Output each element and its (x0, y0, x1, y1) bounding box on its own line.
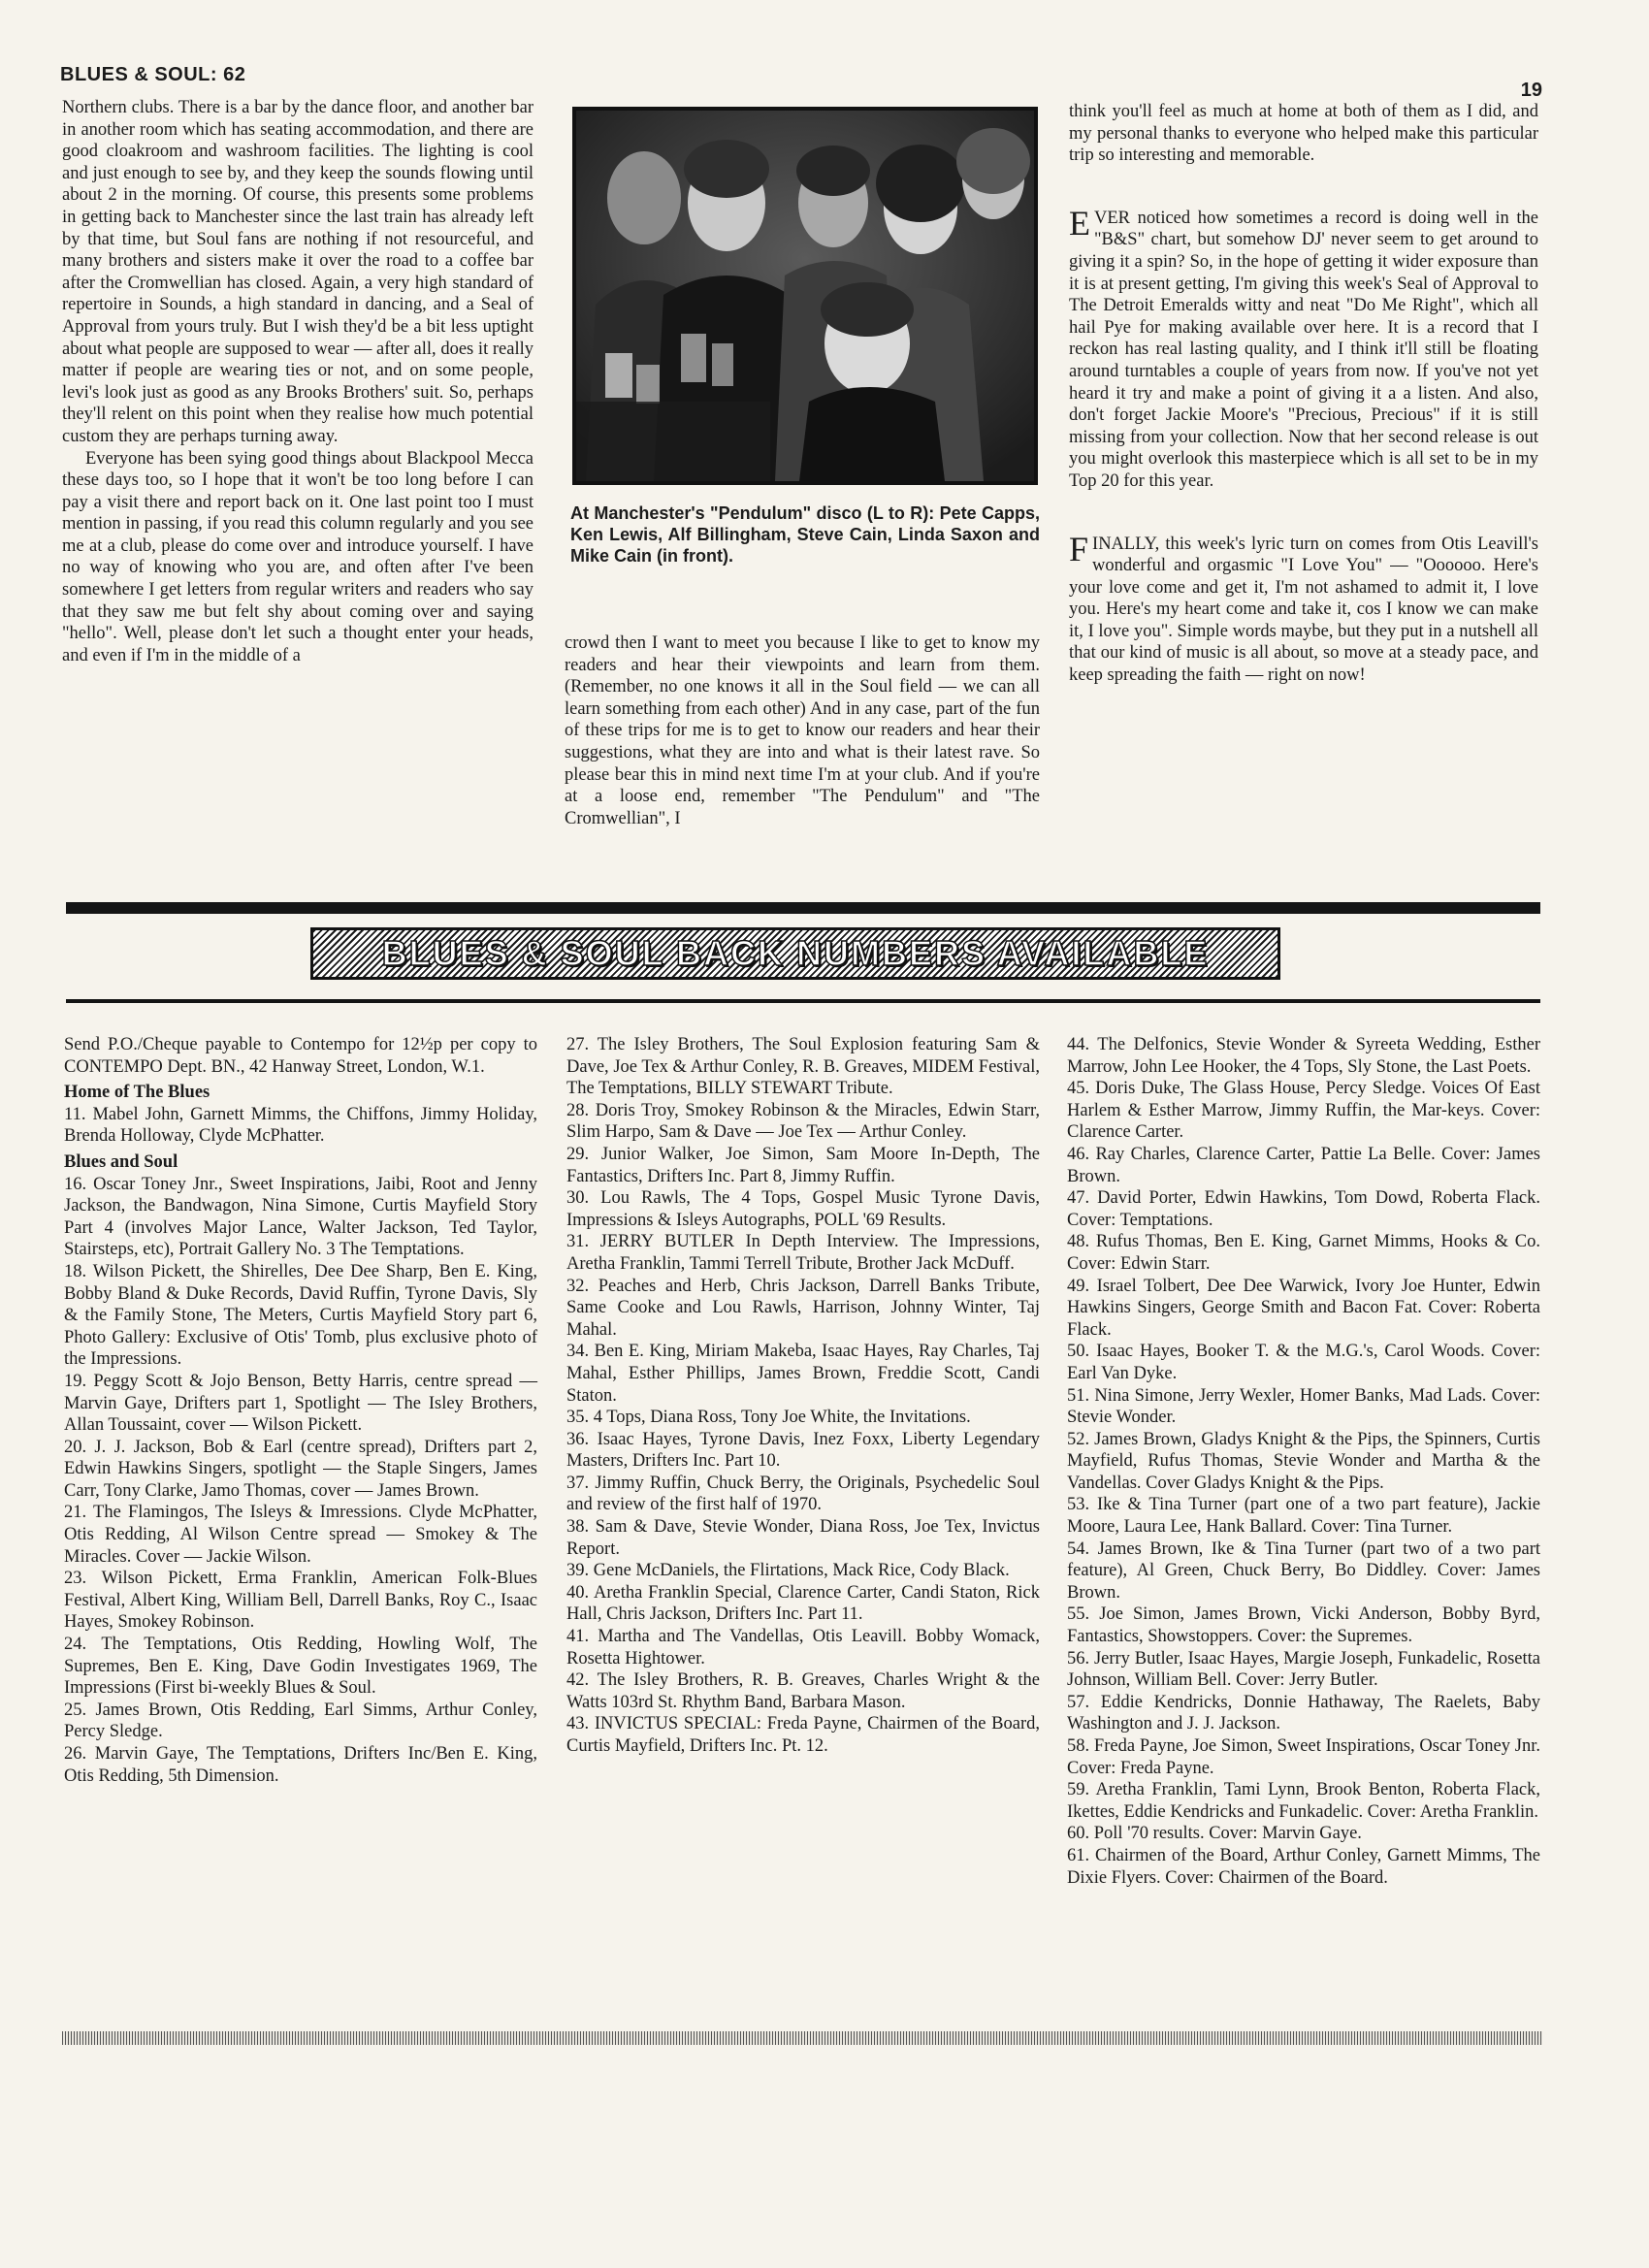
order-instructions: Send P.O./Cheque payable to Contempo for 12½p per copy to CONTEMPO Dept. BN., 42 Hanway Street, London, W.1. (64, 1035, 537, 1077)
list-item: 29. Junior Walker, Joe Simon, Sam Moore In-Depth, The Fantastics, Drifters Inc. Part 8, Jimmy Ruffin. (566, 1144, 1040, 1186)
list-item: 27. The Isley Brothers, The Soul Explosion featuring Sam & Dave, Joe Tex & Arthur Conley, R. B. Greaves, MIDEM Festival, The Temptations, BILLY STEWART Tribute. (566, 1035, 1040, 1099)
photo-caption: At Manchester's "Pendulum" disco (L to R): Pete Capps, Ken Lewis, Alf Billingham, Steve Cain, Linda Saxon and Mike Cain (in front). (570, 503, 1040, 566)
masthead: BLUES & SOUL: 62 (60, 64, 246, 85)
back-numbers-column-1 (64, 1034, 537, 1787)
list-item: 24. The Temptations, Otis Redding, Howling Wolf, The Supremes, Ben E. King, Dave Godin Investigates 1969, The Impressions (First bi-weekly Blues & Soul. (64, 1635, 537, 1699)
list-item: 20. J. J. Jackson, Bob & Earl (centre spread), Drifters part 2, Edwin Hawkins Singers, spotlight — the Staple Singers, James Carr, Tony Clarke, Jamo Thomas, cover — James Brown. (64, 1437, 537, 1501)
article-paragraph: crowd then I want to meet you because I like to get to know my readers and hear their viewpoints and learn from them. (Remember, no one knows it all in the Soul field — we can all learn something from each other) And in any case, part of the fun of these trips for me is to get to know our readers and hear their suggestions, what they are into and what is their latest rave. So please bear this in mind next time I'm at your club. And if you're at a loose end, remember "The Pendulum" and "The Cromwellian", I (565, 633, 1040, 828)
list-item: 37. Jimmy Ruffin, Chuck Berry, the Originals, Psychedelic Soul and review of the first half of 1970. (566, 1473, 1040, 1515)
section-text: VER noticed how sometimes a record is doing well in the "B&S" chart, but somehow DJ' never seem to get around to giving it a spin? So, in the hope of getting it wider exposure than it is at present getting, I'm giving this week's Seal of Approval to The Detroit Emeralds witty and neat "Do Me Right", which all hail Pye for making available over here. It is a record that I reckon has real lasting quality, and I think it'll still be floating around turntables a couple of years from now. If you've not yet heard it try and make a point of giving it a a listen. And also, don't forget Jackie Moore's "Precious, Precious" if it is still missing from your collection. Now that her second release is out you might overlook this masterpiece which is all set to be in my Top 20 for this year. (1069, 208, 1538, 491)
pendulum-disco-photo (572, 107, 1038, 485)
article-middle-column (565, 632, 1040, 829)
list-item: 40. Aretha Franklin Special, Clarence Carter, Candi Staton, Rick Hall, Chris Jackson, Drifters Inc. Part 11. (566, 1582, 1040, 1625)
list-item: 45. Doris Duke, The Glass House, Percy Sledge. Voices Of East Harlem & Esther Marrow, Jimmy Ruffin, the Mar-keys. Cover: Clarence Carter. (1067, 1079, 1540, 1143)
list-item: 16. Oscar Toney Jnr., Sweet Inspirations, Jaibi, Root and Jenny Jackson, the Bandwagon, Nina Simone, Curtis Mayfield Story Part 4 (involves Major Lance, Walter Jackson, Ted Taylor, Stairsteps, etc), Portrait Gallery No. 3 The Temptations. (64, 1174, 537, 1260)
banner-title: BLUES & SOUL BACK NUMBERS AVAILABLE (381, 933, 1210, 973)
list-heading: Blues and Soul (64, 1151, 178, 1172)
section-text: INALLY, this week's lyric turn on comes from Otis Leavill's wonderful and orgasmic "I Love You" — "Oooooo. Here's your love come and get it, I'm not ashamed to admit it, I love you. Here's my heart come and take it, cos I know we can make it, I love you". Simple words maybe, but they put in a nutshell all that our kind of music is all about, so move at a steady pace, and keep spreading the faith — right on now! (1069, 534, 1538, 686)
group-photo-illustration (576, 111, 1034, 481)
list-item: 19. Peggy Scott & Jojo Benson, Betty Harris, centre spread — Marvin Gaye, Drifters part 1, Spotlight — The Isley Brothers, Allan Toussaint, cover — Wilson Pickett. (64, 1371, 537, 1436)
list-item: 23. Wilson Pickett, Erma Franklin, American Folk-Blues Festival, Albert King, William Bell, Darrell Banks, Roy C., Isaac Hayes, Smokey Robinson. (64, 1569, 537, 1633)
article-paragraph: Northern clubs. There is a bar by the dance floor, and another bar in another room which has seating accommodation, and there are good cloakroom and washroom facilities. The lighting is cool and just enough to see by, and they keep the sounds flowing until about 2 in the morning. Of course, this presents some problems in getting back to Manchester since the last train has already left by that time, but Soul fans are nothing if not resourceful, and many brothers and sisters make it over the road to a coffee bar after the Cromwellian has closed. Again, a very high standard of repertoire in Sounds, a high standard in dancing, and a Seal of Approval from yours truly. But I wish they'd be a bit less uptight about what people are supposed to wear — after all, does it really matter if people are wearing ties or not, and on some people, levi's look just as good as any Brooks Brothers' suit. So, perhaps they'll relent on this point when they realise how much potential custom they are perhaps turning away. (62, 98, 534, 446)
article-paragraph: think you'll feel as much at home at both of them as I did, and my personal thanks to everyone who helped make this particular trip so interesting and memorable. (1069, 102, 1538, 166)
list-item: 58. Freda Payne, Joe Simon, Sweet Inspirations, Oscar Toney Jnr. Cover: Freda Payne. (1067, 1736, 1540, 1778)
list-item: 35. 4 Tops, Diana Ross, Tony Joe White, the Invitations. (566, 1408, 971, 1428)
back-numbers-banner (310, 927, 1280, 980)
back-numbers-column-2 (566, 1034, 1040, 1758)
list-item: 41. Martha and The Vandellas, Otis Leavill. Bobby Womack, Rosetta Hightower. (566, 1627, 1040, 1669)
article-section (1069, 529, 1538, 687)
drop-cap: F (1069, 529, 1089, 568)
list-item: 43. INVICTUS SPECIAL: Freda Payne, Chairmen of the Board, Curtis Mayfield, Drifters Inc. Pt. 12. (566, 1714, 1040, 1756)
article-paragraph: Everyone has been sying good things about Blackpool Mecca these days too, so I hope that it won't be too long before I can pay a visit there and report back on it. One last point too I must mention in passing, if you read this column regularly and you see me at a club, please do come over and introduce yourself. I have no way of knowing who you are, and often after I've been somewhere I get letters from regular writers and readers who say that they saw me but felt shy about coming over and saying "hello". Well, please don't let such a thought enter your heads, and even if I'm in the middle of a (62, 448, 534, 665)
list-item: 56. Jerry Butler, Isaac Hayes, Margie Joseph, Funkadelic, Rosetta Johnson, William Bell. Cover: Jerry Butler. (1067, 1648, 1540, 1691)
list-item: 30. Lou Rawls, The 4 Tops, Gospel Music Tyrone Davis, Impressions & Isleys Autographs, POLL '69 Results. (566, 1188, 1040, 1230)
list-item: 11. Mabel John, Garnett Mimms, the Chiffons, Jimmy Holiday, Brenda Holloway, Clyde McPhatter. (64, 1104, 537, 1147)
list-item: 34. Ben E. King, Miriam Makeba, Isaac Hayes, Ray Charles, Taj Mahal, Esther Phillips, James Brown, Freddie Scott, Candi Staton. (566, 1342, 1040, 1406)
list-item: 54. James Brown, Ike & Tina Turner (part two of a two part feature), Al Green, Chuck Berry, Bo Diddley. Cover: James Brown. (1067, 1539, 1540, 1603)
section-divider (66, 999, 1540, 1003)
article-left-column (62, 97, 534, 666)
back-numbers-column-3 (1067, 1034, 1540, 1889)
list-item: 60. Poll '70 results. Cover: Marvin Gaye. (1067, 1824, 1362, 1844)
list-item: 44. The Delfonics, Stevie Wonder & Syreeta Wedding, Esther Marrow, John Lee Hooker, the 4 Tops, Sly Stone, the Last Poets. (1067, 1035, 1540, 1077)
list-heading: Home of The Blues (64, 1083, 210, 1103)
list-item: 36. Isaac Hayes, Tyrone Davis, Inez Foxx, Liberty Legendary Masters, Drifters Inc. Part 10. (566, 1429, 1040, 1472)
list-item: 42. The Isley Brothers, R. B. Greaves, Charles Wright & the Watts 103rd St. Rhythm Band, Barbara Mason. (566, 1670, 1040, 1712)
list-item: 59. Aretha Franklin, Tami Lynn, Brook Benton, Roberta Flack, Ikettes, Eddie Kendricks and Funkadelic. Cover: Aretha Franklin. (1067, 1780, 1540, 1822)
list-item: 61. Chairmen of the Board, Arthur Conley, Garnett Mimms, The Dixie Flyers. Cover: Chairmen of the Board. (1067, 1845, 1540, 1888)
page-number: 19 (1520, 80, 1542, 101)
article-right-column (1069, 101, 1538, 687)
list-item: 28. Doris Troy, Smokey Robinson & the Miracles, Edwin Starr, Slim Harpo, Sam & Dave — Joe Tex — Arthur Conley. (566, 1100, 1040, 1143)
list-item: 26. Marvin Gaye, The Temptations, Drifters Inc/Ben E. King, Otis Redding, 5th Dimension. (64, 1744, 537, 1786)
section-divider (66, 902, 1540, 914)
list-item: 21. The Flamingos, The Isleys & Imressions. Clyde McPhatter, Otis Redding, Al Wilson Centre spread — Smokey & The Miracles. Cover — Jackie Wilson. (64, 1503, 537, 1567)
list-item: 47. David Porter, Edwin Hawkins, Tom Dowd, Roberta Flack. Cover: Temptations. (1067, 1188, 1540, 1230)
list-item: 46. Ray Charles, Clarence Carter, Pattie La Belle. Cover: James Brown. (1067, 1144, 1540, 1186)
list-item: 48. Rufus Thomas, Ben E. King, Garnet Mimms, Hooks & Co. Cover: Edwin Starr. (1067, 1232, 1540, 1274)
list-item: 32. Peaches and Herb, Chris Jackson, Darrell Banks Tribute, Same Cooke and Lou Rawls, Harrison, Johnny Winter, Taj Mahal. (566, 1276, 1040, 1340)
list-item: 51. Nina Simone, Jerry Wexler, Homer Banks, Mad Lads. Cover: Stevie Wonder. (1067, 1385, 1540, 1428)
article-section (1069, 203, 1538, 493)
list-item: 53. Ike & Tina Turner (part one of a two part feature), Jackie Moore, Laura Lee, Hank Ballard. Cover: Tina Turner. (1067, 1495, 1540, 1538)
list-item: 39. Gene McDaniels, the Flirtations, Mack Rice, Cody Black. (566, 1561, 1010, 1581)
list-item: 49. Israel Tolbert, Dee Dee Warwick, Ivory Joe Hunter, Edwin Hawkins Singers, George Smith and Bacon Fat. Cover: Roberta Flack. (1067, 1276, 1540, 1340)
list-item: 50. Isaac Hayes, Booker T. & the M.G.'s, Carol Woods. Cover: Earl Van Dyke. (1067, 1342, 1540, 1383)
footer-rule (62, 2031, 1542, 2045)
list-item: 25. James Brown, Otis Redding, Earl Simms, Arthur Conley, Percy Sledge. (64, 1700, 537, 1742)
list-item: 18. Wilson Pickett, the Shirelles, Dee Dee Sharp, Ben E. King, Bobby Bland & Duke Records, David Ruffin, Tyrone Davis, Sly & the Family Stone, The Meters, Curtis Mayfield Story part 6, Photo Gallery: Exclusive of Otis' Tomb, plus exclusive photo of the Impressions. (64, 1261, 537, 1370)
list-item: 57. Eddie Kendricks, Donnie Hathaway, The Raelets, Baby Washington and J. J. Jackson. (1067, 1692, 1540, 1734)
list-item: 31. JERRY BUTLER In Depth Interview. The Impressions, Aretha Franklin, Tammi Terrell Tribute, Brother Jack McDuff. (566, 1232, 1040, 1274)
list-item: 38. Sam & Dave, Stevie Wonder, Diana Ross, Joe Tex, Invictus Report. (566, 1517, 1040, 1559)
list-item: 55. Joe Simon, James Brown, Vicki Anderson, Bobby Byrd, Fantastics, Showstoppers. Cover: the Supremes. (1067, 1604, 1540, 1647)
list-item: 52. James Brown, Gladys Knight & the Pips, the Spinners, Curtis Mayfield, Rufus Thomas, Stevie Wonder and Martha & the Vandellas. Cover Gladys Knight & the Pips. (1067, 1429, 1540, 1493)
drop-cap: E (1069, 203, 1090, 243)
